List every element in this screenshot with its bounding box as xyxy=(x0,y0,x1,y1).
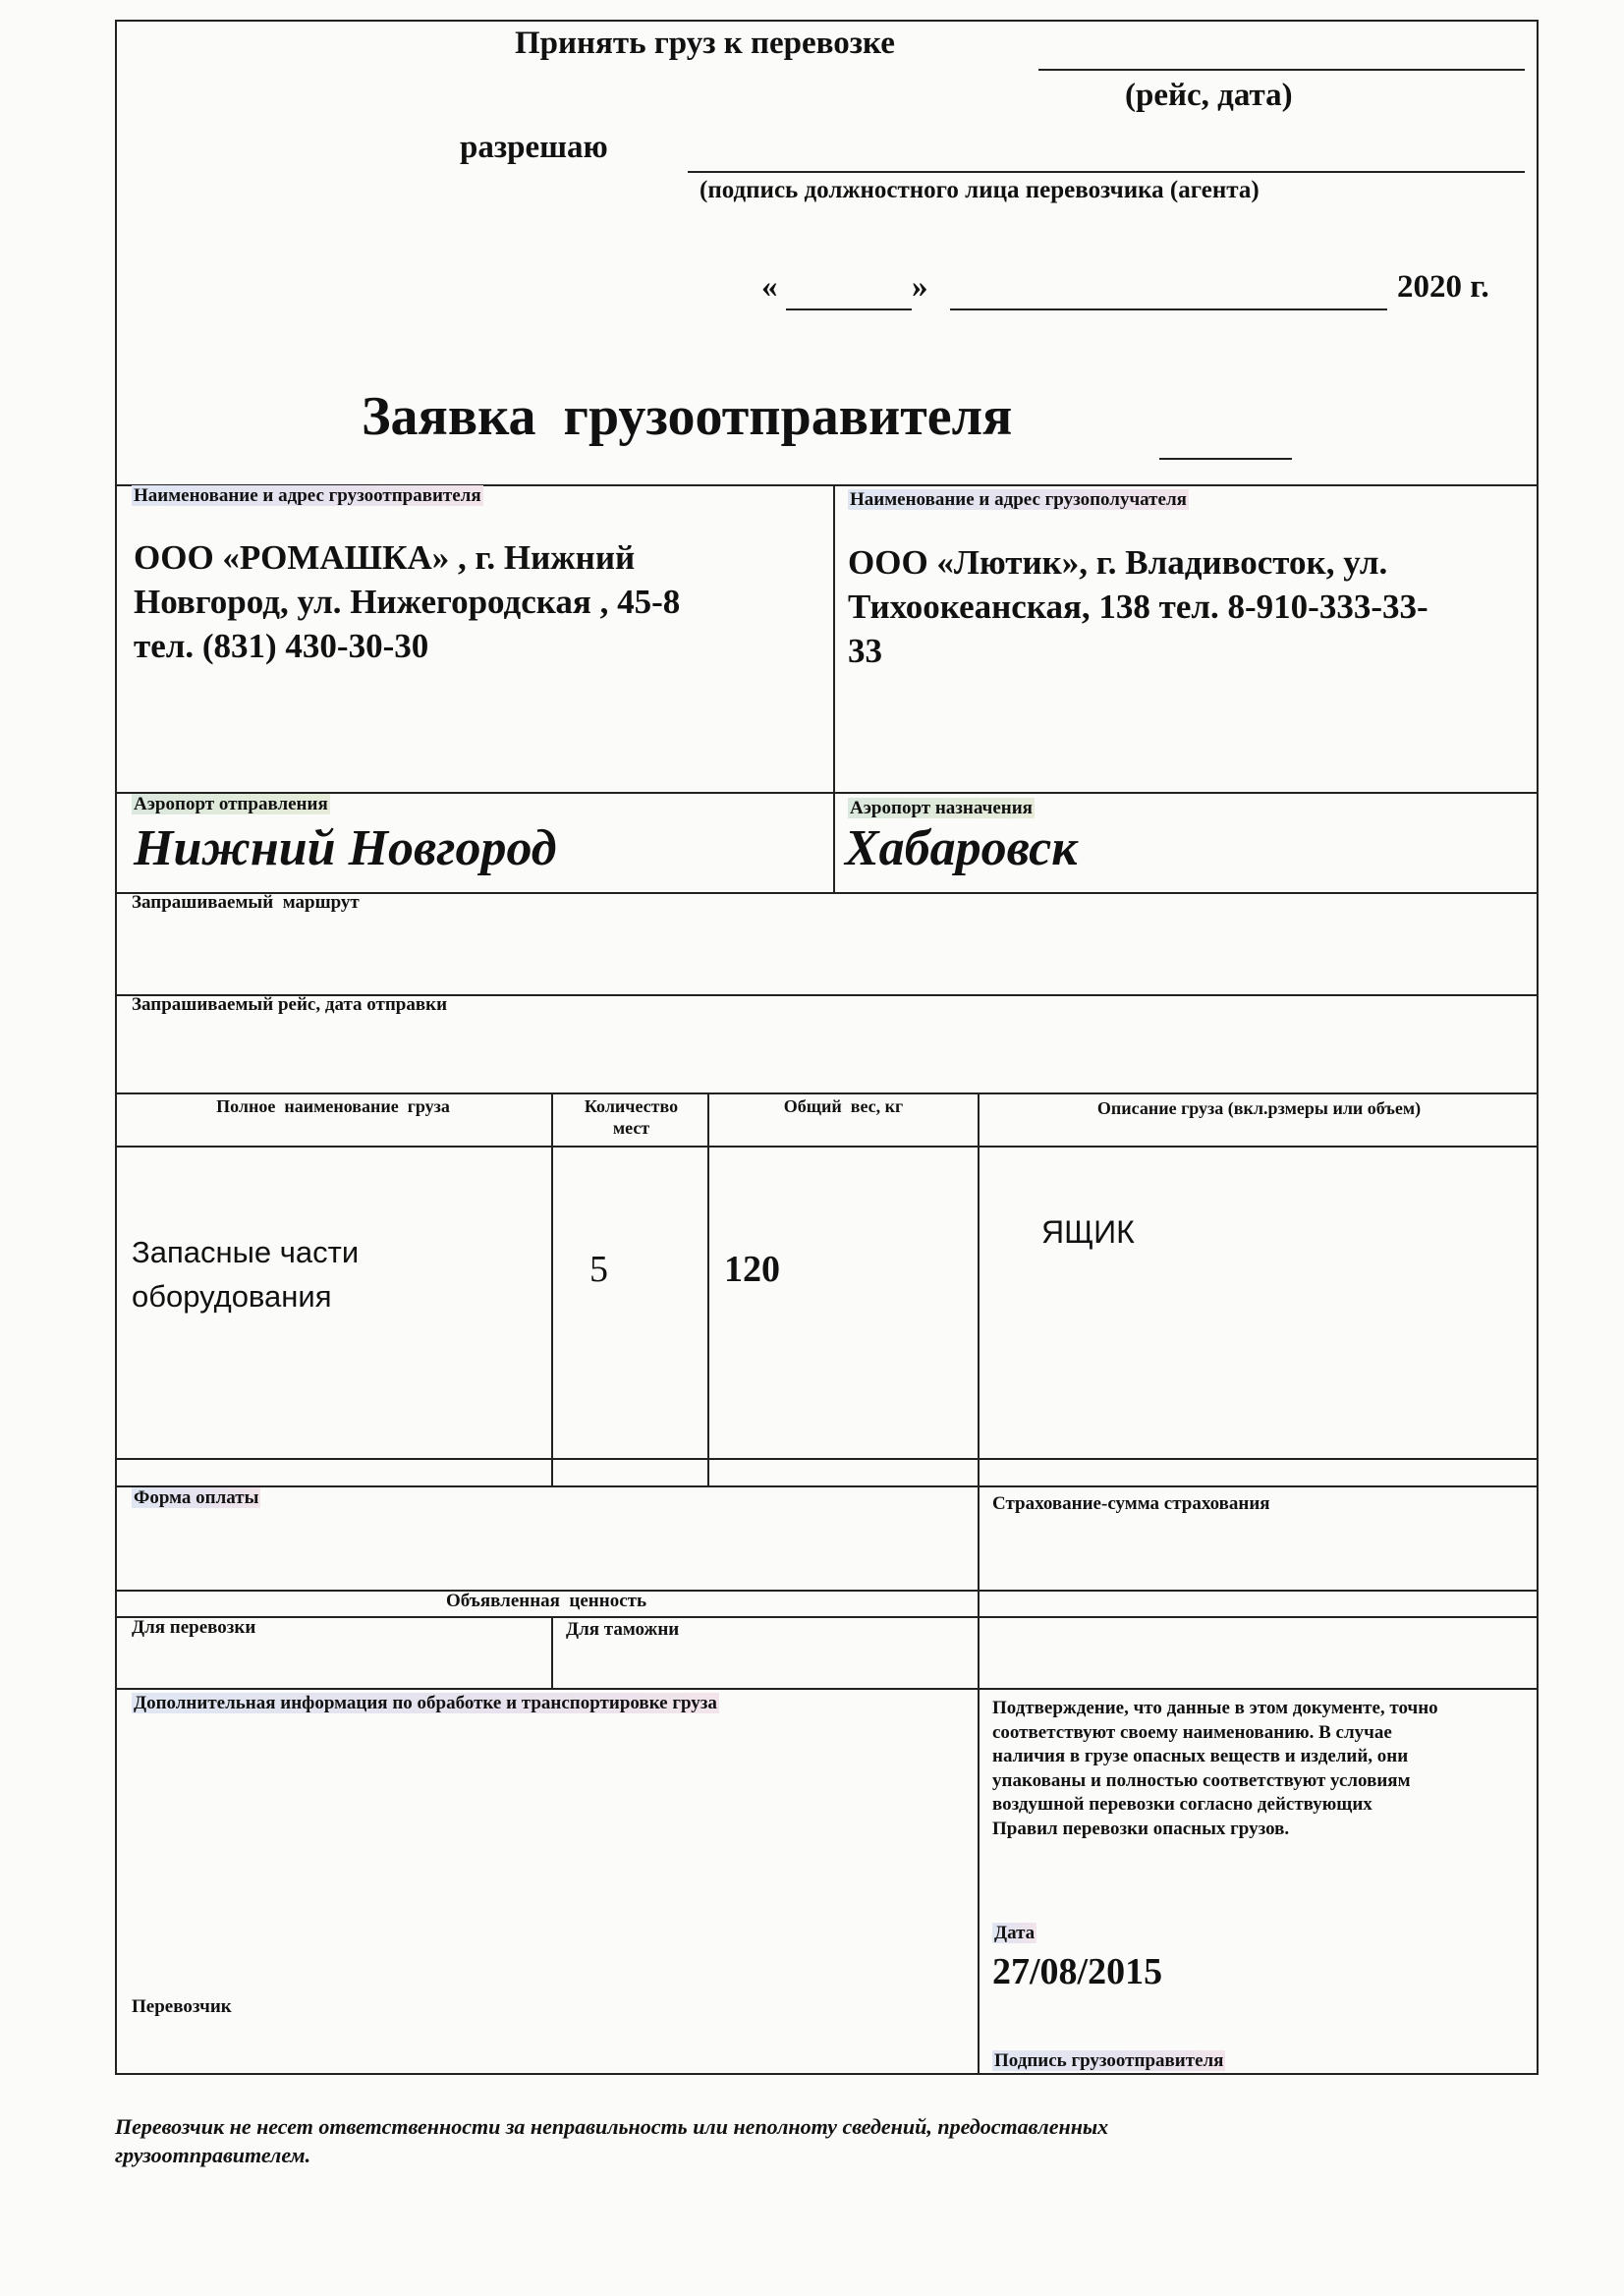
extra-info-label: Дополнительная информация по обработке и транспортировке груза xyxy=(134,1693,717,1713)
accept-line[interactable] xyxy=(1038,69,1525,71)
footer-line: грузоотправителем. xyxy=(115,2143,311,2167)
footer-disclaimer xyxy=(115,2112,1108,2169)
confirmation-line: воздушной перевозки согласно действующих xyxy=(992,1794,1372,1815)
cargo-description[interactable]: ЯЩИК xyxy=(1041,1214,1135,1250)
confirmation-line: наличия в грузе опасных веществ и изделий, они xyxy=(992,1746,1409,1766)
col-header-pieces: Количество мест xyxy=(584,1096,679,1138)
payment-label: Форма оплаты xyxy=(134,1487,259,1508)
declared-carriage-label: Для перевозки xyxy=(132,1617,256,1638)
consignee-value[interactable] xyxy=(848,540,1428,673)
date-day-line[interactable] xyxy=(786,308,912,310)
consignee-label: Наименование и адрес грузополучателя xyxy=(850,489,1187,510)
declared-customs-label: Для таможни xyxy=(566,1619,680,1640)
departure-value[interactable]: Нижний Новгород xyxy=(134,820,557,876)
destination-value[interactable]: Хабаровск xyxy=(845,820,1078,876)
cargo-name-line: оборудования xyxy=(132,1279,332,1314)
consignee-line: ООО «Лютик», г. Владивосток, ул. xyxy=(848,543,1388,582)
consignee-line: 33 xyxy=(848,632,882,670)
year-label: 2020 г. xyxy=(1397,269,1489,305)
permit-line[interactable] xyxy=(688,171,1525,173)
route-label: Запрашиваемый маршрут xyxy=(132,892,360,913)
date-open-quote: « xyxy=(761,269,778,305)
footer-line: Перевозчик не несет ответственности за неправильность или неполноту сведений, предоставленных xyxy=(115,2114,1109,2139)
cargo-weight[interactable]: 120 xyxy=(724,1249,780,1290)
declared-value-label: Объявленная ценность xyxy=(445,1591,647,1611)
flight-label: Запрашиваемый рейс, дата отправки xyxy=(132,994,448,1015)
confirmation-line: Правил перевозки опасных грузов. xyxy=(992,1818,1290,1839)
insurance-label: Страхование-сумма страхования xyxy=(992,1493,1270,1514)
destination-label: Аэропорт назначения xyxy=(850,798,1033,818)
date-month-line[interactable] xyxy=(950,308,1387,310)
cargo-pieces[interactable]: 5 xyxy=(589,1249,608,1290)
accept-label: Принять груз к перевозке xyxy=(515,26,895,61)
cargo-name[interactable] xyxy=(132,1230,359,1318)
shipper-label: Наименование и адрес грузоотправителя xyxy=(134,485,481,506)
flight-date-hint: (рейс, дата) xyxy=(1125,78,1293,113)
col-header-weight: Общий вес, кг xyxy=(783,1096,904,1116)
departure-label: Аэропорт отправления xyxy=(134,794,328,814)
col-header-description: Описание груза (вкл.рзмеры или объем) xyxy=(1096,1098,1422,1118)
cargo-name-line: Запасные части xyxy=(132,1235,360,1269)
shipper-line: Новгород, ул. Нижегородская , 45-8 xyxy=(134,583,681,621)
date-label: Дата xyxy=(994,1923,1036,1943)
confirmation-text xyxy=(992,1697,1438,1841)
consignee-line: Тихоокеанская, 138 тел. 8-910-333-33- xyxy=(848,588,1428,626)
date-close-quote: » xyxy=(912,269,928,305)
form-number-line[interactable] xyxy=(1159,458,1292,460)
confirmation-line: Подтверждение, что данные в этом документе, точно xyxy=(992,1698,1438,1718)
signature-hint: (подпись должностного лица перевозчика (агента) xyxy=(700,177,1260,203)
carrier-label: Перевозчик xyxy=(132,1996,232,2017)
permit-label: разрешаю xyxy=(460,130,608,165)
shipper-line: ООО «РОМАШКА» , г. Нижний xyxy=(134,538,636,577)
shipper-value[interactable] xyxy=(134,535,680,668)
date-value[interactable]: 27/08/2015 xyxy=(992,1951,1163,1992)
confirmation-line: упакованы и полностью соответствуют условиям xyxy=(992,1769,1411,1791)
shipper-line: тел. (831) 430-30-30 xyxy=(134,627,429,665)
form-title: Заявка грузоотправителя xyxy=(362,386,1013,447)
confirmation-line: соответствуют своему наименованию. В случае xyxy=(992,1721,1392,1743)
col-header-name: Полное наименование груза xyxy=(216,1096,450,1116)
shipper-signature-label: Подпись грузоотправителя xyxy=(994,2050,1224,2071)
